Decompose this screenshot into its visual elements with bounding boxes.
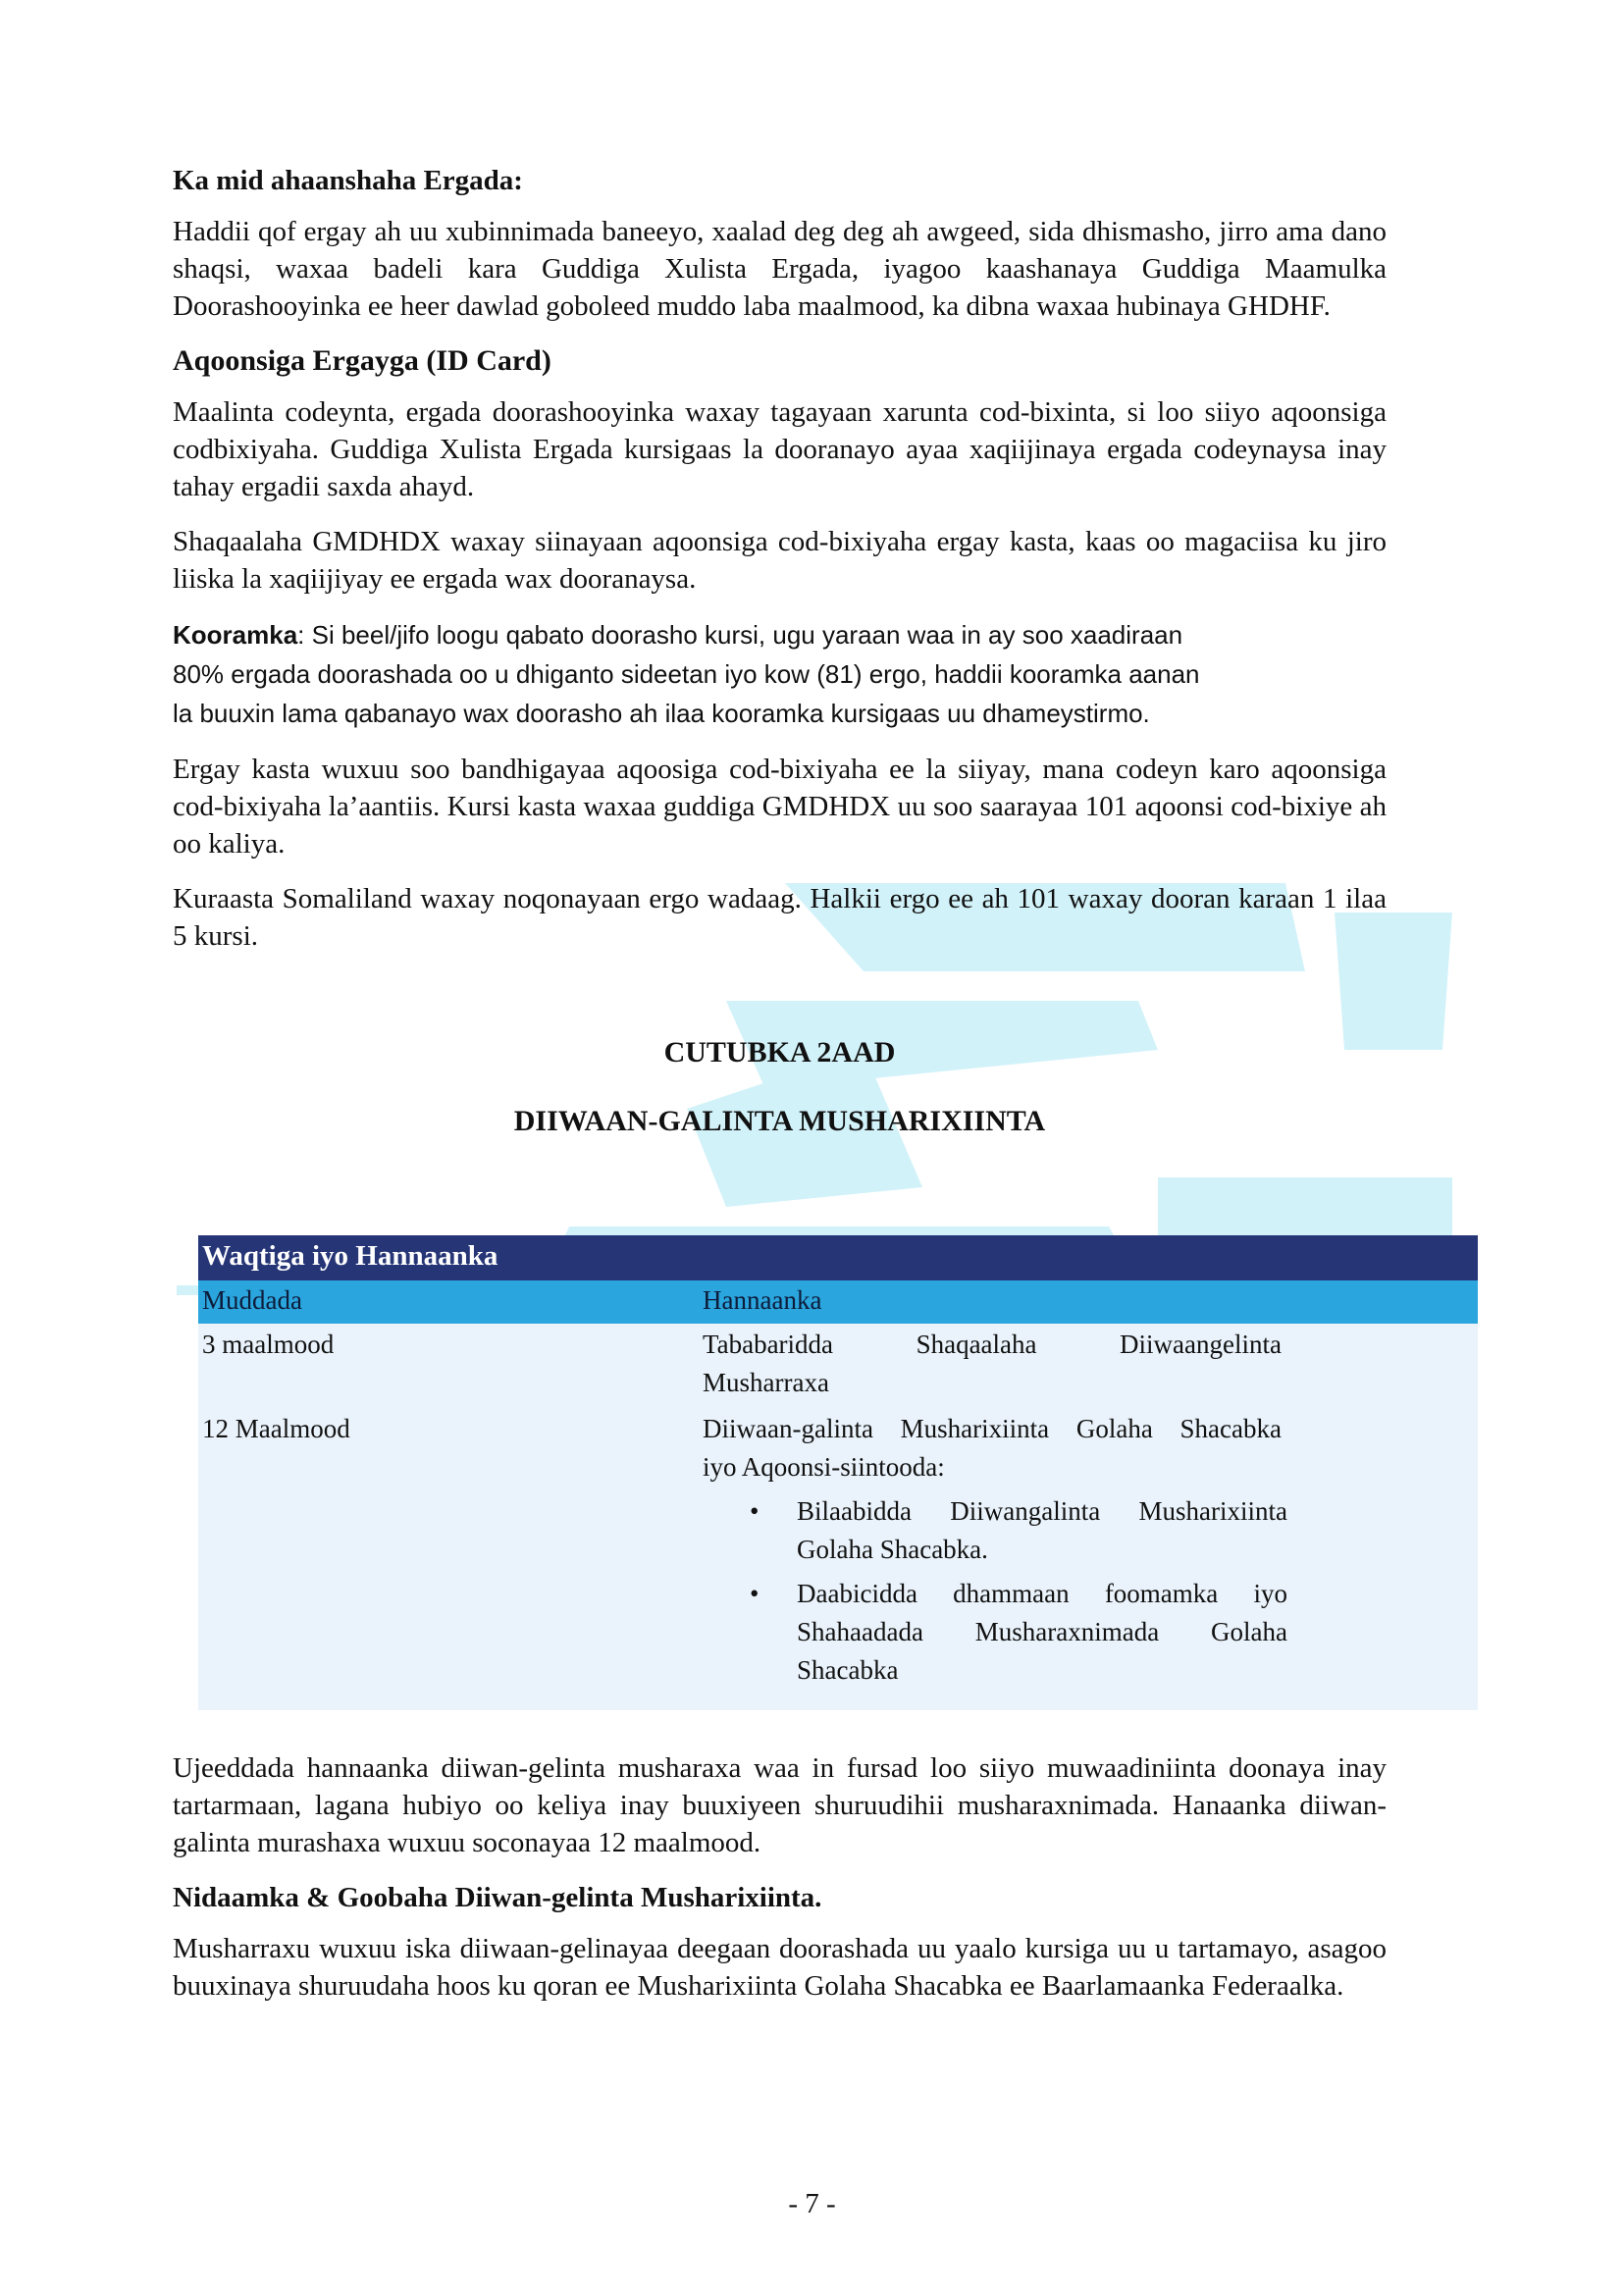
cell-procedure [699, 1408, 1478, 1710]
cell-duration: 12 Maalmood [198, 1408, 699, 1710]
list-item: • Daabicidda dhammaan foomamka iyo Shahaadada Musharaxnimada Golaha Shacabka [703, 1575, 1287, 1690]
paragraph-candidate-registration: Musharraxu wuxuu iska diiwaan-gelinayaa deegaan doorashada uu yaalo kursiga uu u tartamayo, asagoo buuxinaya shuruudaha hoos ku qoran ee Musharixiinta Golaha Shacabka ee Baarlamaanka Federaalka. [173, 1933, 1387, 2002]
column-header-procedure: Hannaanka [699, 1280, 1478, 1324]
quorum-line-2: 80% ergada doorashada oo u dhiganto sideetan iyo kow (81) ergo, haddii kooramka aanan [173, 659, 1200, 689]
quorum-label: Kooramka [173, 620, 298, 650]
paragraph-voter-id: Ergay kasta wuxuu soo bandhigayaa aqoosiga cod-bixiyaha ee la siiyay, mana codeyn karo aqoonsiga cod-bixiyaha la’aantiis. Kursi kasta waxaa guddiga GMDHDX uu soo saarayaa 101 aqoonsi cod-bixiye ah oo kaliya. [173, 754, 1387, 860]
paragraph-quorum [173, 615, 1387, 733]
table-row [198, 1324, 1478, 1408]
table-title: Waqtiga iyo Hannaanka [198, 1235, 1478, 1280]
quorum-line-1: : Si beel/jifo loogu qabato doorasho kursi, ugu yaraan waa in ay soo xaadiraan [297, 620, 1183, 650]
table-row [198, 1408, 1478, 1710]
procedure-line: Diiwaan-galinta Musharixiinta Golaha Shacabka [703, 1414, 1282, 1443]
bullet-icon: • [750, 1579, 760, 1608]
cell-procedure [699, 1324, 1478, 1408]
paragraph-registration-purpose: Ujeeddada hannaanka diiwan-gelinta musharaxa waa in fursad loo siiyo muwaadiniinta doonaya inay tartarmaan, lagana hubiyo oo keliya inay buuxiyeen shuruudihii musharaxnimada. Hanaanka diiwan-galinta murashaxa wuxuu soconayaa 12 maalmood. [173, 1752, 1387, 1858]
schedule-table [198, 1235, 1478, 1710]
list-item: • Bilaabidda Diiwangalinta Musharixiinta Golaha Shacabka. [703, 1492, 1287, 1569]
paragraph-staff-id: Shaqaalaha GMDHDX waxay siinayaan aqoonsiga cod-bixiyaha ergay kasta, kaas oo magaciisa ku jiro liiska la xaqiijiyay ee ergada wax dooranaysa. [173, 526, 1387, 595]
procedure-bullet-list [703, 1492, 1287, 1690]
cell-duration: 3 maalmood [198, 1324, 699, 1408]
paragraph-delegate-replacement: Haddii qof ergay ah uu xubinnimada baneeyo, xaalad deg deg ah awgeed, sida dhismasho, jirro ama dano shaqsi, waxaa badeli kara Guddiga Xulista Ergada, iyagoo kaashanaya Guddiga Maamulka Doorashooyinka ee heer dawlad goboleed muddo laba maalmood, ka dibna waxaa hubinaya GHDHF. [173, 216, 1387, 322]
procedure-line: Tababaridda Shaqaalaha Diiwaangelinta [703, 1330, 1282, 1359]
section-heading-id-card: Aqoonsiga Ergayga (ID Card) [173, 344, 551, 377]
quorum-line-3: la buuxin lama qabanayo wax doorasho ah ilaa kooramka kursigaas uu dhameystirmo. [173, 699, 1150, 728]
chapter-number: CUTUBKA 2AAD [663, 1036, 896, 1069]
column-header-duration: Muddada [198, 1280, 699, 1324]
procedure-line: iyo Aqoonsi-siintooda: [703, 1452, 945, 1482]
paragraph-seats: Kuraasta Somaliland waxay noqonayaan ergo wadaag. Halkii ergo ee ah 101 waxay dooran karaan 1 ilaa 5 kursi. [173, 883, 1387, 952]
table-header-row [198, 1280, 1478, 1324]
section-heading-delegates: Ka mid ahaanshaha Ergada: [173, 165, 523, 196]
table-title-row [198, 1235, 1478, 1280]
chapter-title: DIIWAAN-GALINTA MUSHARIXIINTA [513, 1105, 1046, 1137]
section-heading-registration-centres: Nidaamka & Goobaha Diiwan-gelinta Musharixiinta. [173, 1882, 822, 1913]
lower-content [173, 1749, 1387, 2022]
bullet-icon: • [750, 1496, 760, 1526]
main-content [173, 162, 1387, 1141]
paragraph-voting-day: Maalinta codeynta, ergada doorashooyinka waxay tagayaan xarunta cod-bixinta, si loo siiyo aqoonsiga codbixiyaha. Guddiga Xulista Ergada kursigaas la dooranayo ayaa xaqiijinaya ergada codeynaysa inay tahay ergadii saxda ahayd. [173, 396, 1387, 502]
page-number: - 7 - [788, 2188, 836, 2219]
procedure-line: Musharraxa [703, 1368, 829, 1397]
